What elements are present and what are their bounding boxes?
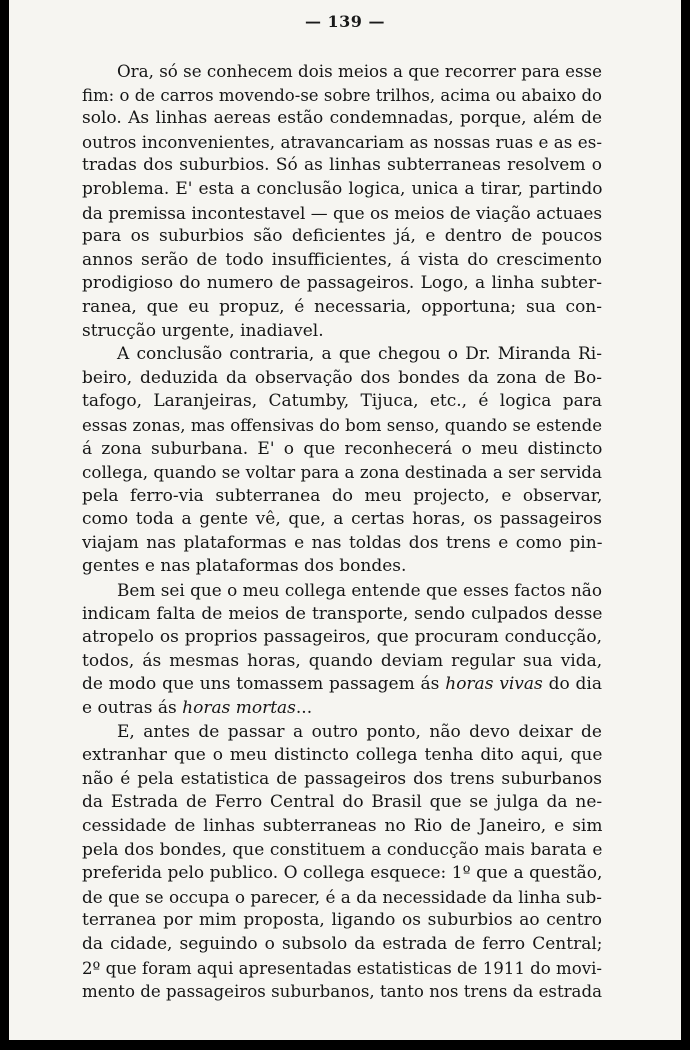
page-number: — 139 —: [304, 12, 386, 31]
text-line: outros inconvenientes, atravancariam as nossas ruas e as es-: [82, 131, 602, 152]
text-line: collega, quando se voltar para a zona destinada a ser servida: [82, 462, 602, 483]
text-line: [82, 697, 602, 721]
text-line: de que se occupa o parecer, é a da necessidade da linha sub-: [82, 886, 602, 907]
text-segment: e outras ás: [82, 698, 183, 719]
text-line: preferida pelo publico. O collega esquece: 1º que a questão,: [82, 863, 603, 884]
paragraph-3: [82, 579, 602, 721]
text-line: tafogo, Laranjeiras, Catumby, Tijuca, etc., é logica para: [82, 391, 602, 412]
text-line: problema. E' esta a conclusão logica, unica a tirar, partindo: [82, 178, 603, 199]
text-line: como toda a gente vê, que, a certas horas, os passageiros: [82, 509, 602, 530]
italic-phrase: horas vivas: [445, 674, 543, 695]
text-segment: do dia: [542, 674, 603, 695]
text-line: pela dos bondes, que constituem a conducção mais barata e: [82, 839, 603, 860]
text-line: prodigioso do numero de passageiros. Logo, a linha subter-: [82, 273, 602, 294]
text-line: não é pela estatistica de passageiros dos trens suburbanos: [82, 768, 602, 789]
text-line: annos serão de todo insufficientes, á vista do crescimento: [82, 249, 602, 270]
text-line: gentes e nas plataformas dos bondes.: [82, 556, 407, 577]
text-line: da Estrada de Ferro Central do Brasil que se julga da ne-: [82, 792, 603, 813]
text-line: atropelo os proprios passageiros, que procuram conducção,: [82, 627, 602, 648]
text-line: ranea, que eu propuz, é necessaria, opportuna; sua con-: [82, 296, 602, 317]
text-line: 2º que foram aqui apresentadas estatisticas de 1911 do movi-: [82, 958, 602, 978]
paragraph-1: [82, 60, 602, 343]
text-segment: de modo que uns tomassem passagem ás: [82, 674, 446, 695]
paragraph-4: [82, 721, 602, 1004]
text-line: indicam falta de meios de transporte, sendo culpados desse: [82, 603, 603, 624]
text-line: pela ferro-via subterranea do meu projecto, e observar,: [82, 485, 603, 506]
text-line: E, antes de passar a outro ponto, não devo deixar de: [117, 721, 602, 742]
text-line: terranea por mim proposta, ligando os suburbios ao centro: [82, 910, 602, 931]
text-line: essas zonas, mas offensivas do bom senso, quando se estende: [82, 415, 602, 435]
text-line: strucção urgente, inadiavel.: [82, 320, 324, 341]
paragraph-2: [82, 343, 602, 579]
text-line: fim: o de carros movendo-se sobre trilhos, acima ou abaixo do: [82, 85, 602, 105]
text-line: Bem sei que o meu collega entende que esses factos não: [117, 580, 602, 601]
italic-phrase: horas mortas: [182, 698, 296, 719]
text-line: tradas dos suburbios. Só as linhas subterraneas resolvem o: [82, 155, 602, 176]
text-line: A conclusão contraria, a que chegou o Dr. Miranda Ri-: [117, 344, 602, 365]
text-line: todos, ás mesmas horas, quando deviam regular sua vida,: [82, 650, 603, 671]
text-line: Ora, só se conhecem dois meios a que recorrer para esse: [117, 62, 602, 81]
text-line: beiro, deduzida da observação dos bondes da zona de Bo-: [82, 367, 602, 388]
text-line: á zona suburbana. E' o que reconhecerá o meu distincto: [82, 438, 603, 459]
text-line: mento de passageiros suburbanos, tanto nos trens da estrada: [82, 982, 602, 1002]
text-line: cessidade de linhas subterraneas no Rio de Janeiro, e sim: [82, 816, 603, 836]
text-segment: ...: [295, 698, 313, 719]
text-line: [82, 673, 602, 697]
body-text: [82, 60, 602, 1004]
text-line: para os suburbios são deficientes já, e dentro de poucos: [82, 226, 603, 247]
text-line: solo. As linhas aereas estão condemnadas, porque, além de: [82, 108, 603, 129]
text-line: viajam nas plataformas e nas toldas dos trens e como pin-: [82, 532, 603, 553]
text-line: da cidade, seguindo o subsolo da estrada de ferro Central;: [82, 933, 603, 954]
text-line: da premissa incontestavel — que os meios de viação actuaes: [82, 202, 603, 223]
text-line: extranhar que o meu distincto collega tenha dito aqui, que: [82, 745, 603, 766]
book-page: [9, 0, 681, 1040]
